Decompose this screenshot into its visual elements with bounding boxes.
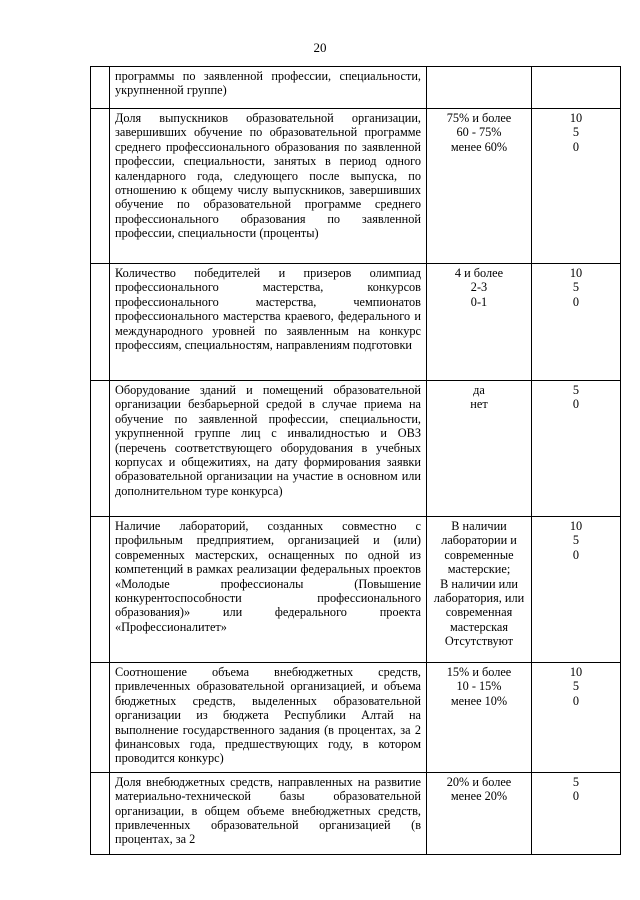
points-value: 0 [572, 139, 580, 154]
row-number-cell [91, 264, 110, 381]
value-option: 75% и более [446, 111, 512, 125]
table-row [91, 772, 621, 854]
row-number-cell [91, 772, 110, 854]
criterion-description [110, 109, 427, 264]
points-value: 5 [572, 533, 580, 548]
value-option: менее 10% [450, 693, 508, 708]
criteria-table [90, 66, 621, 855]
criterion-values [427, 772, 532, 854]
points-value: 10 [569, 111, 583, 125]
points-value: 0 [572, 547, 580, 562]
criterion-values [427, 517, 532, 663]
value-option: менее 60% [450, 139, 508, 154]
criterion-text: Количество победителей и призеров олимпиад профессионального мастерства, конкурсов профессионального мастерства, чемпионатов профессионального мастерства краевого, федерального и международного уровней по заявленным на конкурс профессиям, специальностям, направлениям подготовки [115, 266, 421, 353]
row-number-cell [91, 381, 110, 517]
points-value: 0 [572, 789, 580, 804]
criterion-text: программы по заявленной профессии, специальности, укрупненной группе) [115, 69, 421, 98]
value-option: 20% и более [446, 774, 512, 789]
value-option: менее 20% [450, 789, 508, 804]
table-row [91, 109, 621, 264]
criterion-points [532, 67, 621, 109]
criterion-values [427, 663, 532, 773]
table-row [91, 381, 621, 517]
criterion-description [110, 67, 427, 109]
value-option: 0-1 [470, 294, 488, 309]
points-value: 5 [572, 280, 580, 295]
criterion-points [532, 772, 621, 854]
row-number-cell [91, 109, 110, 264]
criterion-values [427, 264, 532, 381]
criterion-description [110, 517, 427, 663]
points-value: 5 [572, 125, 580, 140]
table-row [91, 663, 621, 773]
table-row [91, 517, 621, 663]
criterion-description [110, 264, 427, 381]
criterion-points [532, 663, 621, 773]
criterion-points [532, 517, 621, 663]
criterion-text: Доля выпускников образовательной организации, завершивших обучение по образовательной программе среднего профессионального образования по заявленной профессии, специальности, занятых в период одного календарного года, следующего после выпуска, по отношению к общему числу выпускников, завершивших обучение по образовательной программе среднего профессионального образования по заявленной профессии, специальности (проценты) [115, 111, 421, 241]
points-value: 10 [569, 266, 583, 280]
criterion-text: Доля внебюджетных средств, направленных на развитие материально-технической базы образовательной организации, в общем объеме внебюджетных средств, привлеченных образовательной организацией (в процентах, за 2 [115, 774, 421, 847]
points-value: 5 [572, 774, 580, 789]
points-value: 0 [572, 397, 580, 412]
criterion-points [532, 264, 621, 381]
points-value: 5 [572, 679, 580, 694]
criterion-description [110, 663, 427, 773]
row-number-cell [91, 663, 110, 773]
points-value: 5 [572, 383, 580, 397]
row-number-cell [91, 517, 110, 663]
criterion-values [427, 109, 532, 264]
criterion-text: Соотношение объема внебюджетных средств, привлеченных образовательной организацией, и объема бюджетных средств, выделенных образовательной организации из бюджета Республики Алтай на выполнение государственного задания (в процентах, за 2 финансовых года, предшествующих году, в котором проводится конкурс) [115, 665, 421, 766]
value-option: 2-3 [470, 280, 488, 295]
points-value: 0 [572, 294, 580, 309]
points-value: 10 [569, 665, 583, 679]
value-option: 60 - 75% [456, 125, 502, 140]
points-value: 10 [569, 519, 583, 533]
criterion-text: Оборудование зданий и помещений образовательной организации безбарьерной средой в случае приема на обучение по заявленной профессии, специальности, укрупненной группе лиц с инвалидностью и ОВЗ (перечень соответствующего оборудования в учебных корпусах и общежитиях, на дату формирования заявки образовательной организации на участие в основном или дополнительном туре конкурса) [115, 383, 421, 498]
criterion-points [532, 381, 621, 517]
value-option: В наличии лаборатории и современные мастерские; [441, 519, 517, 577]
value-option: В наличии или лаборатория, или современная мастерская [433, 576, 525, 634]
value-option: Отсутствуют [444, 634, 514, 649]
criterion-description [110, 772, 427, 854]
table-row [91, 264, 621, 381]
points-value: 0 [572, 693, 580, 708]
value-option: нет [470, 397, 488, 412]
row-number-cell [91, 67, 110, 109]
value-option: да [473, 383, 485, 397]
criterion-description [110, 381, 427, 517]
criterion-values [427, 381, 532, 517]
criterion-points [532, 109, 621, 264]
criterion-text: Наличие лабораторий, созданных совместно с профильным предприятием, организацией и (или) современных мастерских, оснащенных по одной из компетенций в рамках реализации федеральных проектов «Молодые профессионалы (Повышение конкурентоспособности профессионального образования)» или федерального проекта «Профессионалитет» [115, 519, 421, 634]
value-option: 15% и более [446, 665, 512, 679]
value-option: 10 - 15% [456, 679, 502, 694]
page-number: 20 [313, 40, 327, 55]
value-option: 4 и более [454, 266, 504, 280]
table-row [91, 67, 621, 109]
criterion-values [427, 67, 532, 109]
